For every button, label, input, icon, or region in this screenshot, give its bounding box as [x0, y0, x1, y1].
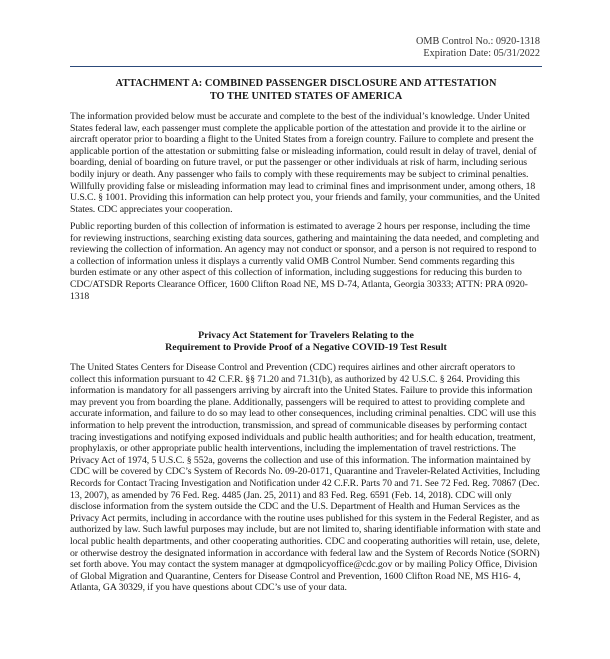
expiration-date: Expiration Date: 05/31/2022	[423, 48, 540, 59]
disclosure-paragraph: The information provided below must be accurate and complete to the best of the individual’s knowledge. Under United States federal law, each passenger must complete the applicable portion of the attestation and provide it to the airline or aircraft operator prior to boarding a flight to the United States from a foreign country. Failure to complete and present the applicable portion of the attestation or submitting false or misleading information, could result in delay of travel, denial of boarding, denial of boarding on future travel, or put the passenger or other individuals at risk of harm, including serious bodily injury or death. Any passenger who fails to comply with these requirements may be subject to criminal penalties. Willfully providing false or misleading information may lead to criminal fines and imprisonment under, among others, 18 U.S.C. § 1001. Providing this information can help protect you, your friends and family, your communities, and the United States. CDC appreciates your cooperation.	[70, 111, 540, 215]
privacy-act-heading-line-2: Requirement to Provide Proof of a Negative COVID-19 Test Result	[165, 342, 447, 354]
attachment-title-line-1: ATTACHMENT A: COMBINED PASSENGER DISCLOSURE AND ATTESTATION	[115, 78, 497, 89]
omb-control-block	[416, 36, 540, 60]
burden-statement-paragraph: Public reporting burden of this collection of information is estimated to average 2 hours per response, including the time for reviewing instructions, searching existing data sources, gathering and maintaining the data needed, and completing and reviewing the collection of information. An agency may not conduct or sponsor, and a person is not required to respond to a collection of information unless it displays a currently valid OMB Control Number. Send comments regarding this burden estimate or any other aspect of this collection of information, including suggestions for reducing this burden to CDC/ATSDR Reports Clearance Officer, 1600 Clifton Road NE, MS D-74, Atlanta, Georgia 30333; ATTN: PRA 0920-1318	[70, 221, 539, 302]
privacy-act-heading-line-1: Privacy Act Statement for Travelers Relating to the	[198, 330, 414, 341]
privacy-act-paragraph: The United States Centers for Disease Control and Prevention (CDC) requires airlines and other aircraft operators to collect this information pursuant to 42 C.F.R. §§ 71.20 and 71.31(b), as authorized by 42 U.S.C. § 264. Providing this information is mandatory for all passengers arriving by aircraft into the United States. Failure to provide this information may prevent you from boarding the plane. Additionally, passengers will be required to attest to providing complete and accurate information, and failure to do so may lead to other consequences, including criminal penalties. CDC will use this information to help prevent the introduction, transmission, and spread of communicable diseases by performing contact tracing investigations and notifying exposed individuals and public health authorities; and for health education, treatment, prophylaxis, or other appropriate public health interventions, including the implementation of travel restrictions. The Privacy Act of 1974, 5 U.S.C. § 552a, governs the collection and use of this information. The information maintained by CDC will be covered by CDC’s System of Records No. 09-20-0171, Quarantine and Traveler-Related Activities, Including Records for Contact Tracing Investigation and Notification under 42 C.F.R. Parts 70 and 71. See 72 Fed. Reg. 70867 (Dec. 13, 2007), as amended by 76 Fed. Reg. 4485 (Jan. 25, 2011) and 83 Fed. Reg. 6591 (Feb. 14, 2018). CDC will only disclose information from the system outside the CDC and the U.S. Department of Health and Human Services as the Privacy Act permits, including in accordance with the routine uses published for this system in the Federal Register, and as authorized by law. Such lawful purposes may include, but are not limited to, sharing identifiable information with state and local public health departments, and other cooperating authorities. CDC and cooperating authorities will retain, use, delete, or otherwise destroy the designated information in accordance with federal law and the System of Records Notice (SORN) set forth above. You may contact the system manager at dgmqpolicyoffice@cdc.gov or by mailing Policy Office, Division of Global Migration and Quarantine, Centers for Disease Control and Prevention, 1600 Clifton Road NE, MS H16- 4, Atlanta, GA 30329, if you have questions about CDC’s use of your data.	[70, 362, 541, 594]
attachment-title-line-2: TO THE UNITED STATES OF AMERICA	[209, 91, 403, 102]
omb-control-number: OMB Control No.: 0920-1318	[416, 36, 540, 47]
header-divider	[70, 66, 542, 67]
attachment-title	[70, 77, 542, 103]
privacy-act-heading	[70, 330, 542, 355]
